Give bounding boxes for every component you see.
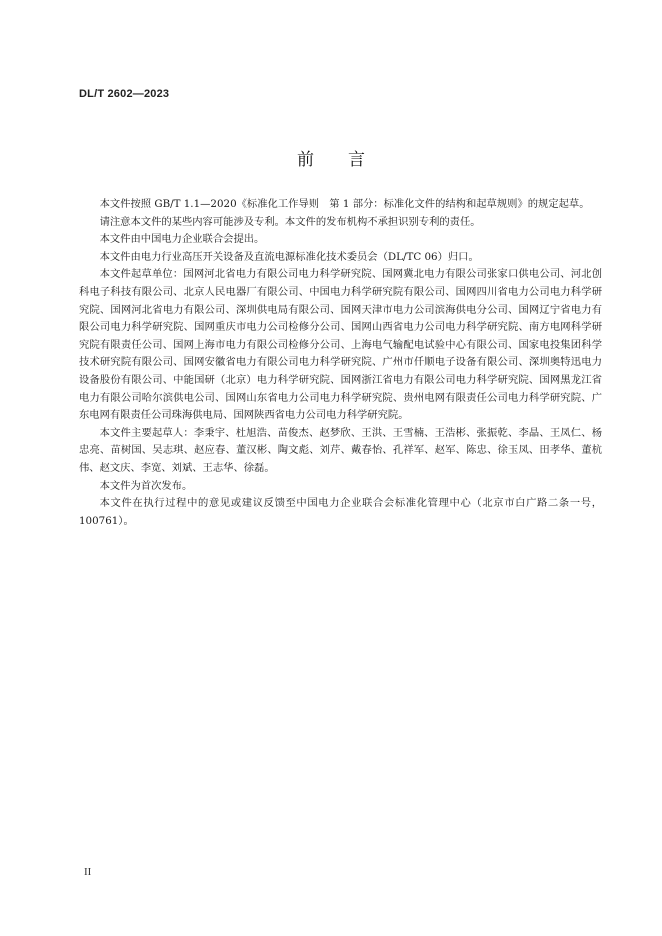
page-title: 前言: [297, 150, 399, 170]
paragraph-committee: 本文件由电力行业高压开关设备及直流电源标准化技术委员会（DL/TC 06）归口。: [99, 250, 479, 263]
paragraph-proposer: 本文件由中国电力企业联合会提出。: [99, 233, 265, 246]
paragraph-patent-notice: 请注意本文件的某些内容可能涉及专利。本文件的发布机构不承担识别专利的责任。: [99, 215, 481, 228]
paragraph-feedback: 本文件在执行过程中的意见或建议反馈至中国电力企业联合会标准化管理中心（北京市白广路二条一号，100761）。: [79, 497, 602, 527]
paragraph-drafters: 本文件主要起草人：李秉宇、杜旭浩、苗俊杰、赵梦欣、王洪、王雪楠、王浩彬、张振乾、李晶、王凤仁、杨忠亮、苗树国、吴志琪、赵应春、董汉彬、陶文彪、刘芹、戴春怡、孔祥军、赵军、陈忠、徐玉凤、田孝华、董杭伟、赵文庆、李宽、刘斌、王志华、徐磊。: [79, 426, 602, 474]
paragraph-drafting-units: 本文件起草单位：国网河北省电力有限公司电力科学研究院、国网冀北电力有限公司张家口供电公司、河北创科电子科技有限公司、北京人民电器厂有限公司、中国电力科学研究院有限公司、国网四川省电力公司电力科学研究院、国网河北省电力有限公司、深圳供电局有限公司、国网天津市电力公司滨海供电分公司、国网辽宁省电力有限公司电力科学研究院、国网重庆市电力公司检修分公司、国网山西省电力公司电力科学研究院、南方电网科学研究院有限责任公司、国网上海市电力有限公司检修分公司、上海电气输配电试验中心有限公司、国家电投集团科学技术研究院有限公司、国网安徽省电力有限公司电力科学研究院、广州市仟顺电子设备有限公司、深圳奥特迅电力设备股份有限公司、中能国研（北京）电力科学研究院、国网浙江省电力有限公司电力科学研究院、国网黑龙江省电力有限公司哈尔滨供电公司、国网山东省电力公司电力科学研究院、贵州电网有限责任公司电力科学研究院、广东电网有限责任公司珠海供电局、国网陕西省电力公司电力科学研究院。: [79, 268, 602, 422]
paragraph-first-release: 本文件为首次发布。: [99, 479, 193, 492]
foreword-body: [79, 196, 602, 530]
document-code: DL/T 2602—2023: [79, 88, 170, 100]
page-number: II: [84, 866, 92, 878]
paragraph-drafting-rules: 本文件按照 GB/T 1.1—2020《标准化工作导则 第 1 部分：标准化文件的结构和起草规则》的规定起草。: [99, 198, 590, 210]
